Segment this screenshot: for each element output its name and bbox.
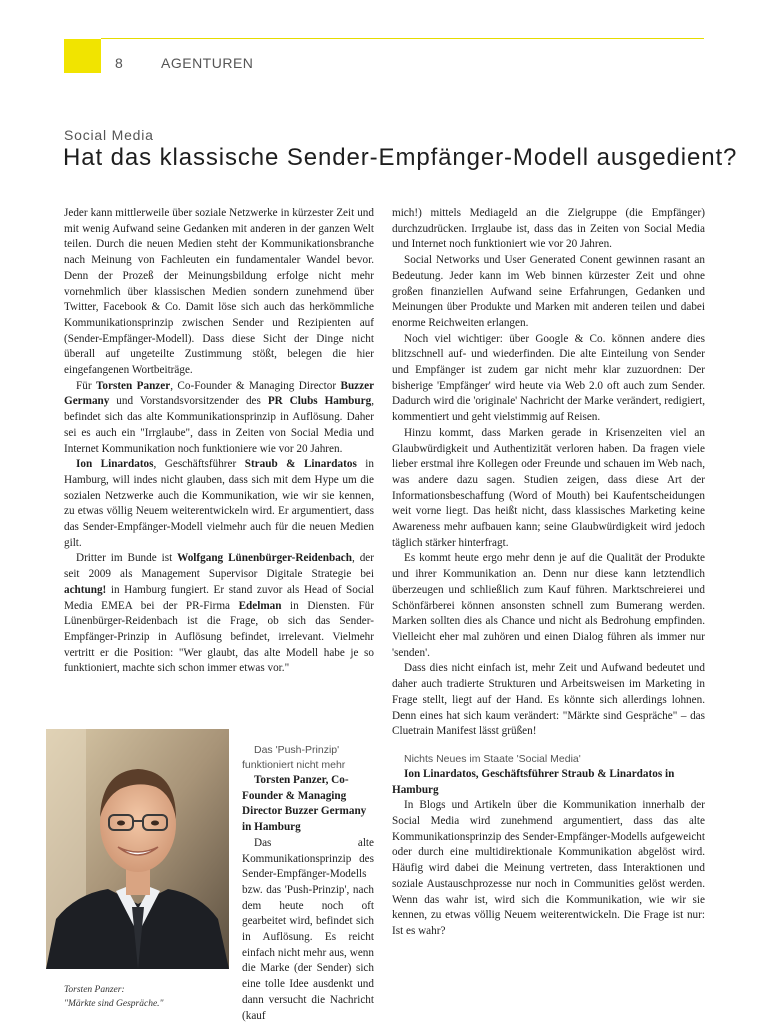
article-headline: Hat das klassische Sender-Empfänger-Modell ausgedient? (63, 144, 738, 171)
paragraph: Es kommt heute ergo mehr denn je auf die Qualität der Produkte und ihrer Kommunikation an. Denn nur diese kann letztendlich überzeugen und schließlich zum Kauf führen. Marktschreierei und Schönfärberei können ansonsten schnell zum Bumerang werden. Marken sollten dies als Chance und nicht als Bedrohung empfinden. Vielleicht eher mal zuhören und einen Dialog führen als immer nur 'senden'. (392, 552, 705, 659)
interview-column (242, 743, 374, 1024)
panzer-paragraph: Für Torsten Panzer, Co-Founder & Managing Director Buzzer Germany und Vorstandsvorsitzender des PR Clubs Hamburg, befindet sich das alte Kommunikationsprinzip in Auflösung. Daher sei es auch ein "Irrglaube", dass in Zeiten von Social Media und Internet Kommunikation noch funktioniere wie vor 20 Jahren. (64, 379, 375, 455)
paragraph: In Blogs und Artikeln über die Kommunikation innerhalb der Social Media wird zunehmend argumentiert, dass das alte Kommunikationsprinzip des Sender-Empfänger-Modells aufgeweicht oder durch eine multidirektionale Kommunikation abgelöst wird. Häufig wird dabei die Meinung vertreten, dass Interaktionen und soziale Austauschprozesse nur noch in Communities gelöst werden. Wenn das wahr ist, wird sich die Kommunikation, wie wir sie kennen, zu etwas völlig Neuem weiterentwickeln. Die Frage ist nur: Ist es wahr? (392, 799, 705, 937)
interview-subhead: Das 'Push-Prinzip' funktioniert nicht mehr (242, 744, 346, 771)
portrait-photo (46, 729, 229, 969)
company-name: Straub & Linardatos (244, 458, 357, 471)
paragraph: Hinzu kommt, dass Marken gerade in Krisenzeiten viel an Glaubwürdigkeit und Authentizität verloren haben. Da fragen viele lieber erstmal ihre Kollegen oder Freunde und schauen im Web nach, was andere dazu sagen. Studien zeigen, dass diese Art der Informationsbeschaffung (Word of Mouth) bei Kaufentscheidungen weit vorne liegt. Das heißt nicht, dass klassisches Marketing keine Awareness mehr aufbauen kann; seine Glaubwürdigkeit wird jedoch täglich stärker hinterfragt. (392, 426, 705, 549)
paragraph: mich!) mittels Mediageld an die Zielgruppe (die Empfänger) durchzudrücken. Irrglaube ist, dass das in Zeiten von Social Media und Internet noch funktioniert wie vor 20 Jahren. (392, 207, 705, 251)
caption-name: Torsten Panzer: (64, 985, 125, 995)
company-name: Buzzer Germany (64, 379, 375, 408)
company-name: achtung! (64, 583, 107, 596)
right-column (392, 206, 705, 940)
header-rule (101, 38, 704, 39)
linardatos-paragraph: Ion Linardatos, Geschäftsführer Straub & Linardatos in Hamburg, will indes nicht glauben, dass sich mit dem Hype um die sozialen Netzwerke auch die Kommunikation, wie wir sie kennen, zu etwas völlig Neuem weiterentwickeln wird. Er argumentiert, dass das Sender-Empfänger-Modell vielmehr auch für die neuen Medien gilt. (64, 458, 374, 549)
person-name: Wolfgang Lünenbürger-Reidenbach (177, 552, 352, 565)
section-title: AGENTUREN (161, 55, 254, 71)
article-kicker: Social Media (64, 127, 154, 143)
page-number: 8 (115, 55, 123, 71)
paragraph: Social Networks und User Generated Conent gewinnen rasant an Bedeutung. Jeder kann im Web binnen kürzester Zeit und ohne großen finanziellen Aufwand seine Erfahrungen, Gedanken und Meinungen über Produkte und Marken mit anderen teilen und dabei enorme Reichweiten erlangen. (392, 254, 705, 329)
linardatos-subhead: Nichts Neues im Staate 'Social Media' (404, 752, 581, 765)
spacer (392, 740, 705, 752)
portrait-illustration (46, 729, 229, 969)
person-name: Ion Linardatos (76, 458, 154, 471)
organization-name: PR Clubs Hamburg (267, 395, 372, 408)
caption-quote: "Märkte sind Gespräche." (64, 999, 164, 1009)
interview-body: Das alte Kommunikationsprinzip des Sender-Empfänger-Modells bzw. das 'Push-Prinzip', nach dem heute noch oft gearbeitet wird, befindet sich in Auflösung. Es reicht einfach nicht mehr aus, wenn die Marke (der Sender) sich eine tolle Idee ausdenkt und dann versucht die Nachricht (kauf (242, 836, 374, 1022)
reidenbach-paragraph: Dritter im Bunde ist Wolfgang Lünenbürger-Reidenbach, der seit 2009 als Management Supervisor Digitale Strategie bei achtung! in Hamburg fungiert. Er stand zuvor als Head of Social Media EMEA bei der PR-Firma Edelman in Diensten. Für Lünenbürger-Reidenbach ist die Frage, ob sich das Sender-Empfänger-Prinzip in Auflösung befindet, irrelevant. Vielmehr vertritt er die Position: "Wer glaubt, das alte Modell habe je so funktioniert, machte sich schon immer etwas vor." (64, 552, 374, 675)
intro-paragraph: Jeder kann mittlerweile über soziale Netzwerke in kürzester Zeit und mit wenig Aufwand seine Gedanken mit anderen in der ganzen Welt teilen. Durch die neuen Medien steht der Kommunikationsbranche nach Meinung von Fachleuten ein fundamentaler Wandel bevor. Denn der Prozeß der Meinungsbildung erfolge nicht mehr vornehmlich über klassischen Medien sondern zunehmend über Twitter, Facebook & Co. Damit löse sich auch das herkömmliche Kommunikationsprinzip zwischen Sender und Rezipienten auf (Sender-Empfänger-Modell). Dass diese Sicht der Dinge nicht überall auf ungeteilte Zustimmung stößt, belegen die hier eingefangenen Wortbeiträge. (64, 207, 374, 377)
photo-caption (64, 983, 234, 1011)
paragraph: Dass dies nicht einfach ist, mehr Zeit und Aufwand bedeutet und daher auch tradierte Strukturen und Arbeitsweisen im Marketing in Frage stellt, liegt auf der Hand. Es könnte sich allerdings lohnen. Denn eines hat sich kaum verändert: "Märkte sind Gespräche" – das Cluetrain Manifest lässt grüßen! (392, 662, 705, 738)
company-name: Edelman (238, 599, 282, 612)
left-column (64, 206, 374, 677)
section-color-block (64, 39, 101, 73)
linardatos-lead: Ion Linardatos, Geschäftsführer Straub & Linardatos in Hamburg (392, 767, 675, 796)
person-name: Torsten Panzer (95, 379, 171, 392)
interview-lead: Torsten Panzer, Co-Founder & Managing Director Buzzer Germany in Hamburg (242, 774, 367, 834)
paragraph: Noch viel wichtiger: über Google & Co. können andere dies blitzschnell auf- und wiederfinden. Die alte Einteilung von Sender und Empfänger ist zudem gar nicht mehr klar zuzuordnen: Der bisherige 'Empfänger' wird heute via Web 2.0 oft auch zum Sender. Dadurch wird die 'originale' Nachricht der Marke verändert, redigiert, kommentiert und geht vielstimmig auf Reisen. (392, 332, 705, 424)
